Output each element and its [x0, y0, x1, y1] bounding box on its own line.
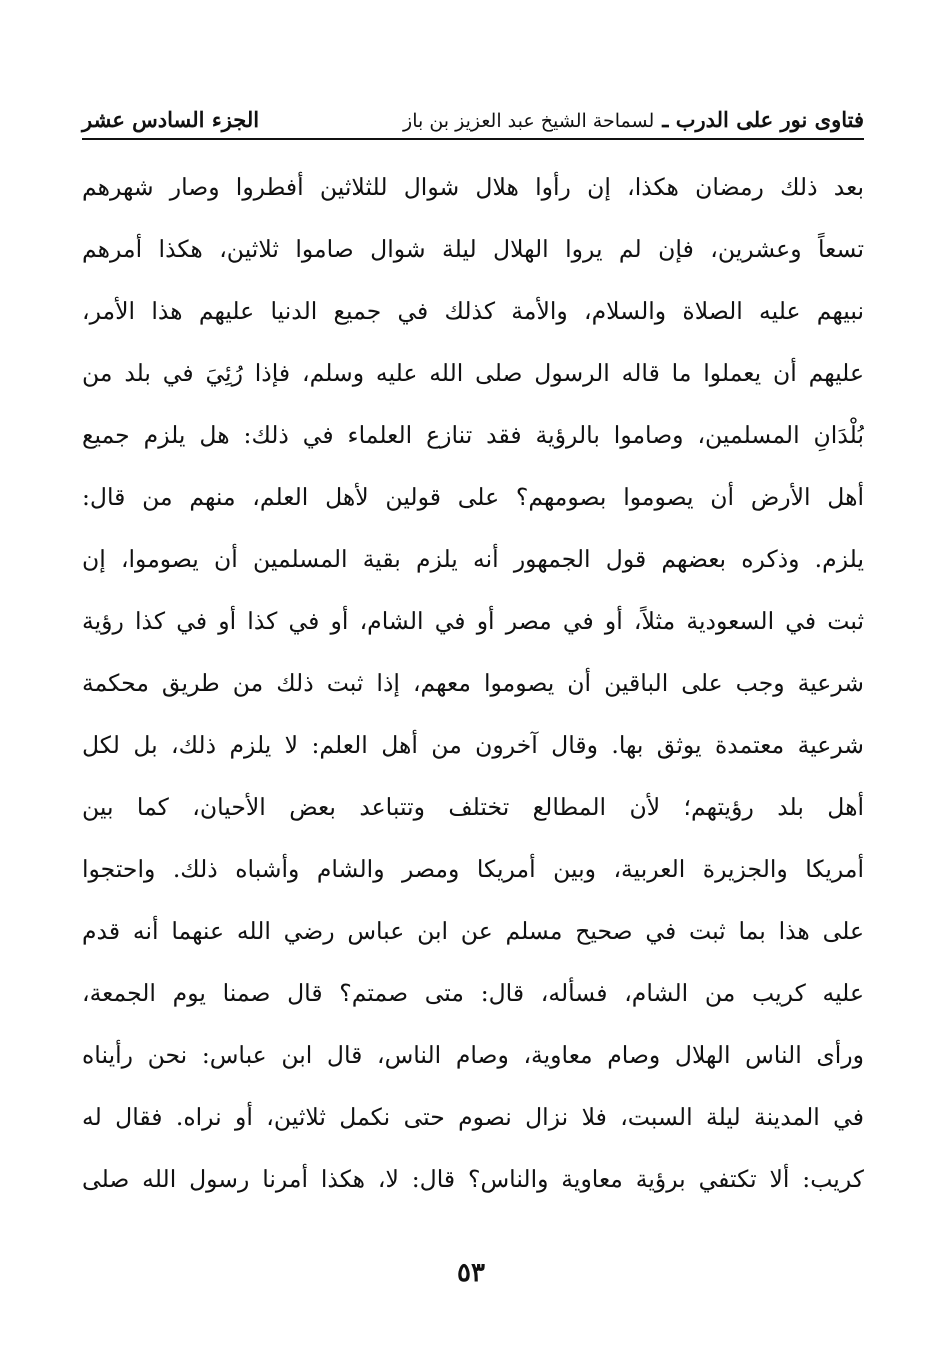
- text-line: أهل الأرض أن يصوموا بصومهم؟ على قولين لأهل العلم، منهم من قال:: [82, 483, 864, 511]
- text-line: شرعية وجب على الباقين أن يصوموا معهم، إذا ثبت ذلك من طريق محكمة: [82, 669, 864, 697]
- body-text: [82, 156, 864, 1210]
- text-line: على هذا بما ثبت في صحيح مسلم عن ابن عباس رضي الله عنهما أنه قدم: [82, 917, 864, 945]
- text-line: عليهم أن يعملوا ما قاله الرسول صلى الله عليه وسلم، فإذا رُئِيَ في بلد من: [82, 359, 864, 387]
- text-line: كريب: ألا تكتفي برؤية معاوية والناس؟ قال: لا، هكذا أمرنا رسول الله صلى: [82, 1165, 864, 1193]
- text-line: تسعاً وعشرين، فإن لم يروا الهلال ليلة شوال صاموا ثلاثين، هكذا أمرهم: [82, 235, 864, 263]
- text-line: ثبت في السعودية مثلاً، أو في مصر أو في الشام، أو في كذا أو في كذا رؤية: [82, 607, 864, 635]
- text-line: ورأى الناس الهلال وصام معاوية، وصام الناس، قال ابن عباس: نحن رأيناه: [82, 1041, 864, 1069]
- text-line: بُلْدَانِ المسلمين، وصاموا بالرؤية فقد تنازع العلماء في ذلك: هل يلزم جميع: [82, 421, 864, 449]
- header-title-block: [403, 107, 864, 132]
- text-line: عليه كريب من الشام، فسأله، قال: متى صمتم؟ قال صمنا يوم الجمعة،: [82, 979, 864, 1007]
- volume-title: الجزء السادس عشر: [82, 107, 260, 132]
- text-line: أهل بلد رؤيتهم؛ لأن المطالع تختلف وتتباعد بعض الأحيان، كما بين: [82, 793, 864, 821]
- running-header: [82, 96, 864, 140]
- book-title: فتاوى نور على الدرب ـ: [662, 107, 864, 132]
- author-title: لسماحة الشيخ عبد العزيز بن باز: [403, 110, 655, 132]
- page-number: ٥٣: [457, 1258, 485, 1288]
- text-line: أمريكا والجزيرة العربية، وبين أمريكا ومصر والشام وأشباه ذلك. واحتجوا: [82, 855, 864, 883]
- text-line: بعد ذلك رمضان هكذا، إن رأوا هلال شوال للثلاثين أفطروا وصار شهرهم: [82, 173, 864, 201]
- text-line: نبيهم عليه الصلاة والسلام، والأمة كذلك في جميع الدنيا عليهم هذا الأمر،: [82, 297, 864, 325]
- text-line: في المدينة ليلة السبت، فلا نزال نصوم حتى نكمل ثلاثين، أو نراه. فقال له: [82, 1103, 864, 1131]
- text-line: شرعية معتمدة يوثق بها. وقال آخرون من أهل العلم: لا يلزم ذلك، بل لكل: [82, 731, 864, 759]
- text-line: يلزم. وذكره بعضهم قول الجمهور أنه يلزم بقية المسلمين أن يصوموا، إن: [82, 545, 864, 573]
